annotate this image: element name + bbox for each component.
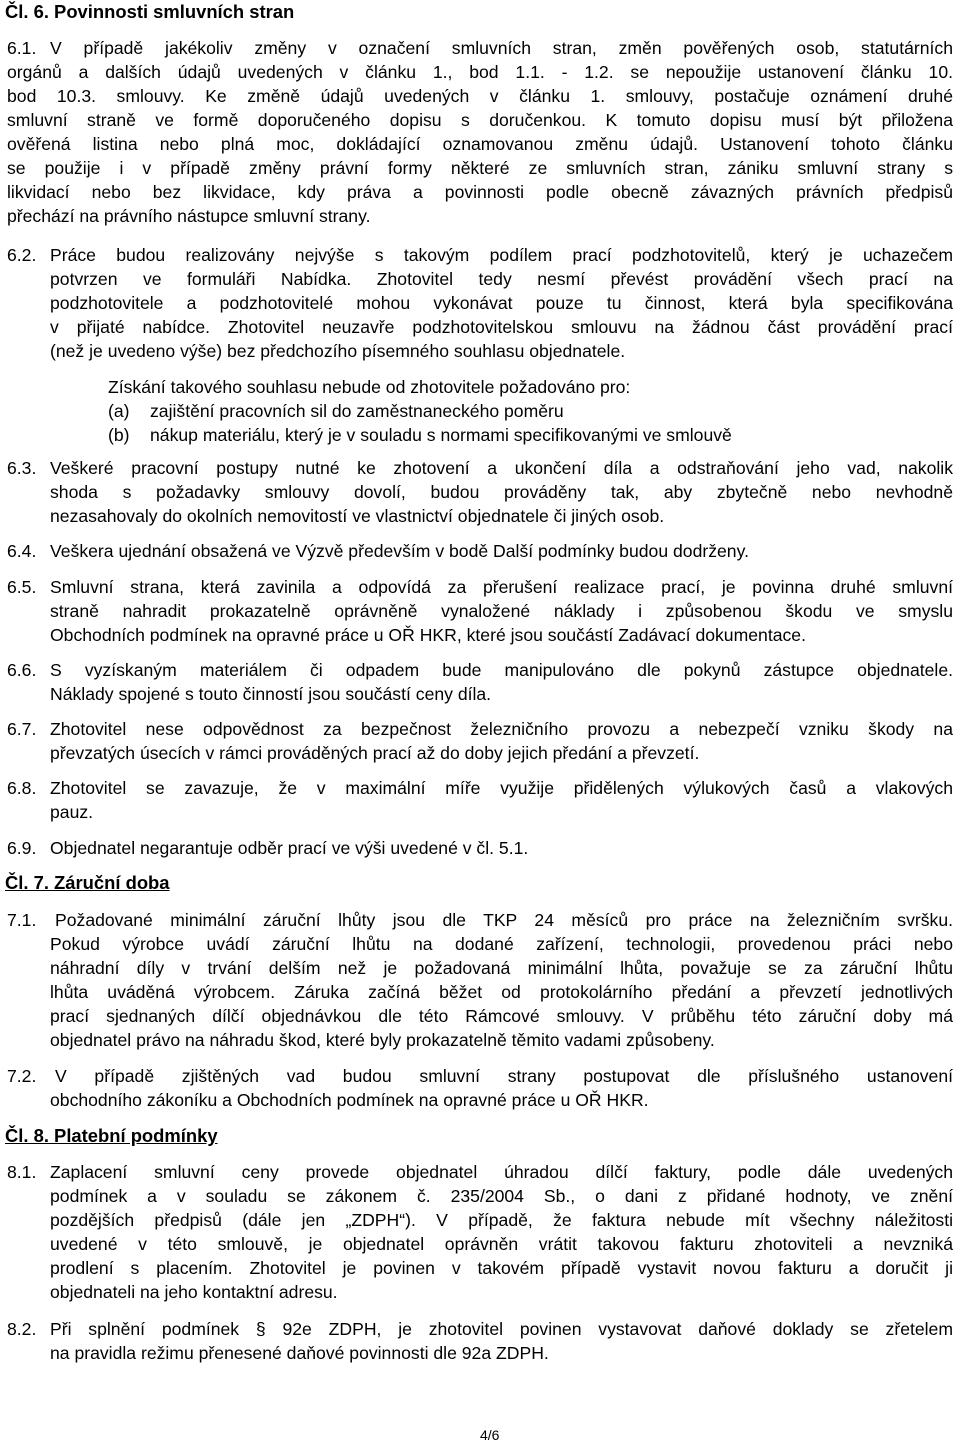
- paragraph-number: 8.2.: [7, 1319, 37, 1339]
- paragraph-number: 7.2.: [7, 1066, 37, 1086]
- text-line: S vyzískaným materiálem či odpadem bude manipulováno dle pokynů zástupce objednatele.: [50, 660, 953, 680]
- text-line: v přijaté nabídce. Zhotovitel neuzavře podzhotovitelskou smlouvu na žádnou část provádění prací: [50, 317, 953, 337]
- text-line: prodlení s placením. Zhotovitel je povinen v takovém případě vystavit novou fakturu a doručit ji: [50, 1258, 953, 1278]
- text-line: Objednatel negarantuje odběr prací ve výši uvedené v čl. 5.1.: [50, 838, 529, 858]
- text-line: objednateli na jeho kontaktní adresu.: [50, 1282, 338, 1302]
- text-line: podzhotovitele a podzhotovitelé mohou vykonávat pouze tu činnost, která byla specifikována: [50, 293, 953, 313]
- list-item-text: zajištění pracovních sil do zaměstnaneckého poměru: [150, 401, 564, 421]
- text-line: orgánů a dalších údajů uvedených v článku 1., bod 1.1. - 1.2. se nepoužije ustanovení článku 10.: [7, 62, 953, 82]
- text-line: lhůta uváděná výrobcem. Záruka začíná běžet od protokolárního předání a převzetí jednotlivých: [50, 982, 953, 1002]
- paragraph-number: 6.3.: [7, 458, 37, 478]
- text-line: objednatel právo na náhradu škod, které byly prokazatelně těmito vadami způsobeny.: [50, 1030, 715, 1050]
- text-line: V případě zjištěných vad budou smluvní strany postupovat dle příslušného ustanovení: [55, 1066, 953, 1086]
- list-item-label: (b): [108, 425, 130, 445]
- text-line: shoda s požadavky smlouvy dovolí, budou prováděny tak, aby zbytečně nebo nevhodně: [50, 482, 953, 502]
- paragraph-number: 8.1.: [7, 1162, 37, 1182]
- text-line: Požadované minimální záruční lhůty jsou dle TKP 24 měsíců pro práce na železničním svršku.: [55, 910, 953, 930]
- text-line: Veškera ujednání obsažená ve Výzvě především v bodě Další podmínky budou dodrženy.: [50, 541, 749, 561]
- paragraph-number: 7.1.: [7, 910, 37, 930]
- text-line: (než je uvedeno výše) bez předchozího písemného souhlasu objednatele.: [50, 341, 626, 361]
- text-line: náhradní díly v trvání delším než je požadovaná minimální lhůta, považuje se za záruční lhůtu: [50, 958, 953, 978]
- text-line: smluvní straně ve formě doporučeného dopisu s doručenkou. K tomuto dopisu musí být přiložena: [7, 110, 953, 130]
- paragraph-number: 6.5.: [7, 577, 37, 597]
- text-line: se použije i v případě změny právní formy některé ze smluvních stran, zániku smluvní strany s: [7, 158, 953, 178]
- paragraph-number: 6.2.: [7, 245, 37, 265]
- page-number: 4/6: [480, 1427, 500, 1443]
- text-line: obchodního zákoníku a Obchodních podmínek na opravné práce u OŘ HKR.: [50, 1090, 649, 1110]
- text-line: potvrzen ve formuláři Nabídka. Zhotovitel tedy nesmí převést provádění všech prací na: [50, 269, 953, 289]
- text-line: prací sjednaných dílčí objednávkou dle této Rámcové smlouvy. V průběhu této záruční doby má: [50, 1006, 953, 1026]
- text-line: bod 10.3. smlouvy. Ke změně údajů uvedených v článku 1. smlouvy, postačuje oznámení druhé: [7, 86, 953, 106]
- document-page: Čl. 6. Povinnosti smluvních stran 6.1. V případě jakékoliv změny v označení smluvních stran, změn pověřených osob, statutárních orgánů a dalších údajů uvedených v článku 1., bod 1.1. - 1.2. se nepoužije ustanovení článku 10. bod 10.3. smlouvy. Ke změně údajů uvedených v článku 1. smlouvy, postačuje oznámení druhé smluvní straně ve formě doporučeného dopisu s doručenkou. K tomuto dopisu musí být přiložena ověřená listina nebo plná moc, dokládající oznamovanou změnu údajů. Ustanovení tohoto článku se použije i v případě změny právní formy některé ze smluvních stran, zániku smluvní strany s likvidací nebo bez likvidace, kdy práva a povinnosti podle obecně závazných právních předpisů přechází na právního nástupce smluvní strany. 6.2. Práce budou realizovány nejvýše s takovým podílem prací podzhotovitelů, který je uchazečem potvrzen ve formuláři Nabídka. Zhotovitel tedy nesmí převést provádění všech prací na podzhotovitele a podzhotovitelé mohou vykonávat pouze tu činnost, která byla specifikována v přijaté nabídce. Zhotovitel neuzavře podzhotovitelskou smlouvu na žádnou část provádění prací (než je uvedeno výše) bez předchozího písemného souhlasu objednatele. Získání takového souhlasu nebude od zhotovitele požadováno pro: (a) zajištění pracovních sil do zaměstnaneckého poměru (b) nákup materiálu, který je v souladu s normami specifikovanými ve smlouvě 6.3. Veškeré pracovní postupy nutné ke zhotovení a ukončení díla a odstraňování jeho vad, nakolik shoda s požadavky smlouvy dovolí, budou prováděny tak, aby zbytečně nebo nevhodně nezasahovaly do okolních nemovitostí ve vlastnictví objednatele či jiných osob. 6.4. Veškera ujednání obsažená ve Výzvě především v bodě Další podmínky budou dodrženy. 6.5. Smluvní strana, která zavinila a odpovídá za přerušení realizace prací, je povinna druhé smluvní straně nahradit prokazatelně oprávněně vynaložené náklady i způsobenou škodu ve smyslu Obchodních podmínek na opravné práce u OŘ HKR, které jsou součástí Zadávací dokumentace. 6.6. S vyzískaným materiálem či odpadem bude manipulováno dle pokynů zástupce objednatele. Náklady spojené s touto činností jsou součástí ceny díla. 6.7. Zhotovitel nese odpovědnost za bezpečnost železničního provozu a nebezpečí vzniku škody na převzatých úsecích v rámci prováděných prací až do doby jejich předání a převzetí. 6.8. Zhotovitel se zavazuje, že v maximální míře využije přidělených výlukových časů a vlakových pauz. 6.9. Objednatel negarantuje odběr prací ve výši uvedené v čl. 5.1. Čl. 7. Záruční doba 7.1. Požadované minimální záruční lhůty jsou dle TKP 24 měsíců pro práce na železničním svršku. Pokud výrobce uvádí záruční lhůtu na dodané zařízení, technologii, provedenou práci nebo náhradní díly v trvání delším než je požadovaná minimální lhůta, považuje se za záruční lhůtu lhůta uváděná výrobcem. Záruka začíná běžet od protokolárního předání a převzetí jednotlivých prací sjednaných dílčí objednávkou dle této Rámcové smlouvy. V průběhu této záruční doby má objednatel právo na náhradu škod, které byly prokazatelně těmito vadami způsobeny. 7.2. V případě zjištěných vad budou smluvní strany postupovat dle příslušného ustanovení obchodního zákoníku a Obchodních podmínek na opravné práce u OŘ HKR. Čl. 8. Platební podmínky 8.1. Zaplacení smluvní ceny provede objednatel úhradou dílčí faktury, podle dále uvedených podmínek a v souladu se zákonem č. 235/2004 Sb., o dani z přidané hodnoty, ve znění pozdějších předpisů (dále jen „ZDPH“). V případě, že faktura nebude mít všechny náležitosti uvedené v této smlouvě, je objednatel oprávněn vrátit takovou fakturu zhotoviteli a nevzniká prodlení s placením. Zhotovitel je povinen v takovém případě vystavit novou fakturu a doručit ji objednateli na jeho kontaktní adresu. 8.2. Při splnění podmínek § 92e ZDPH, je zhotovitel povinen vystavovat daňové doklady se zřetelem na pravidla režimu přenesené daňové povinnosti dle 92a ZDPH. 4/6: [5, 1, 953, 1443]
- text-line: Práce budou realizovány nejvýše s takovým podílem prací podzhotovitelů, který je uchazečem: [50, 245, 953, 265]
- text-line: uvedené v této smlouvě, je objednatel oprávněn vrátit takovou fakturu zhotoviteli a nevzniká: [50, 1234, 953, 1254]
- paragraph-number: 6.8.: [7, 778, 37, 798]
- paragraph-number: 6.9.: [7, 838, 37, 858]
- text-line: Obchodních podmínek na opravné práce u OŘ HKR, které jsou součástí Zadávací dokumentace.: [50, 625, 806, 645]
- text-line: Zhotovitel se zavazuje, že v maximální míře využije přidělených výlukových časů a vlakových: [50, 778, 953, 798]
- paragraph-number: 6.1.: [7, 38, 37, 58]
- text-line: Zhotovitel nese odpovědnost za bezpečnost železničního provozu a nebezpečí vzniku škody na: [50, 719, 953, 739]
- paragraph-number: 6.6.: [7, 660, 37, 680]
- paragraph-number: 6.7.: [7, 719, 37, 739]
- text-line: přechází na právního nástupce smluvní strany.: [7, 206, 371, 226]
- text-line: na pravidla režimu přenesené daňové povinnosti dle 92a ZDPH.: [50, 1343, 549, 1363]
- text-line: Pokud výrobce uvádí záruční lhůtu na dodané zařízení, technologii, provedenou práci nebo: [50, 934, 953, 954]
- text-line: V případě jakékoliv změny v označení smluvních stran, změn pověřených osob, statutárních: [50, 38, 953, 58]
- list-item-label: (a): [108, 401, 130, 421]
- text-line: pauz.: [50, 802, 94, 822]
- text-line: straně nahradit prokazatelně oprávněně vynaložené náklady i způsobenou škodu ve smyslu: [50, 601, 953, 621]
- text-line: pozdějších předpisů (dále jen „ZDPH“). V případě, že faktura nebude mít všechny náležitosti: [50, 1210, 953, 1230]
- consent-intro: Získání takového souhlasu nebude od zhotovitele požadováno pro:: [108, 377, 631, 397]
- text-line: Veškeré pracovní postupy nutné ke zhotovení a ukončení díla a odstraňování jeho vad, nakolik: [50, 458, 953, 478]
- text-line: Při splnění podmínek § 92e ZDPH, je zhotovitel povinen vystavovat daňové doklady se zřetelem: [50, 1319, 953, 1339]
- text-line: likvidací nebo bez likvidace, kdy práva a povinnosti podle obecně závazných právních předpisů: [7, 182, 953, 202]
- list-item-text: nákup materiálu, který je v souladu s normami specifikovanými ve smlouvě: [150, 425, 732, 445]
- text-line: ověřená listina nebo plná moc, dokládající oznamovanou změnu údajů. Ustanovení tohoto článku: [7, 134, 953, 154]
- text-line: Náklady spojené s touto činností jsou součástí ceny díla.: [50, 684, 492, 704]
- paragraph-number: 6.4.: [7, 541, 37, 561]
- text-line: nezasahovaly do okolních nemovitostí ve vlastnictví objednatele či jiných osob.: [50, 506, 665, 526]
- text-line: Smluvní strana, která zavinila a odpovídá za přerušení realizace prací, je povinna druhé smluvní: [50, 577, 953, 597]
- text-line: Zaplacení smluvní ceny provede objednatel úhradou dílčí faktury, podle dále uvedených: [50, 1162, 953, 1182]
- text-line: převzatých úsecích v rámci prováděných prací až do doby jejich předání a převzetí.: [50, 743, 700, 763]
- text-line: podmínek a v souladu se zákonem č. 235/2004 Sb., o dani z přidané hodnoty, ve znění: [50, 1186, 953, 1206]
